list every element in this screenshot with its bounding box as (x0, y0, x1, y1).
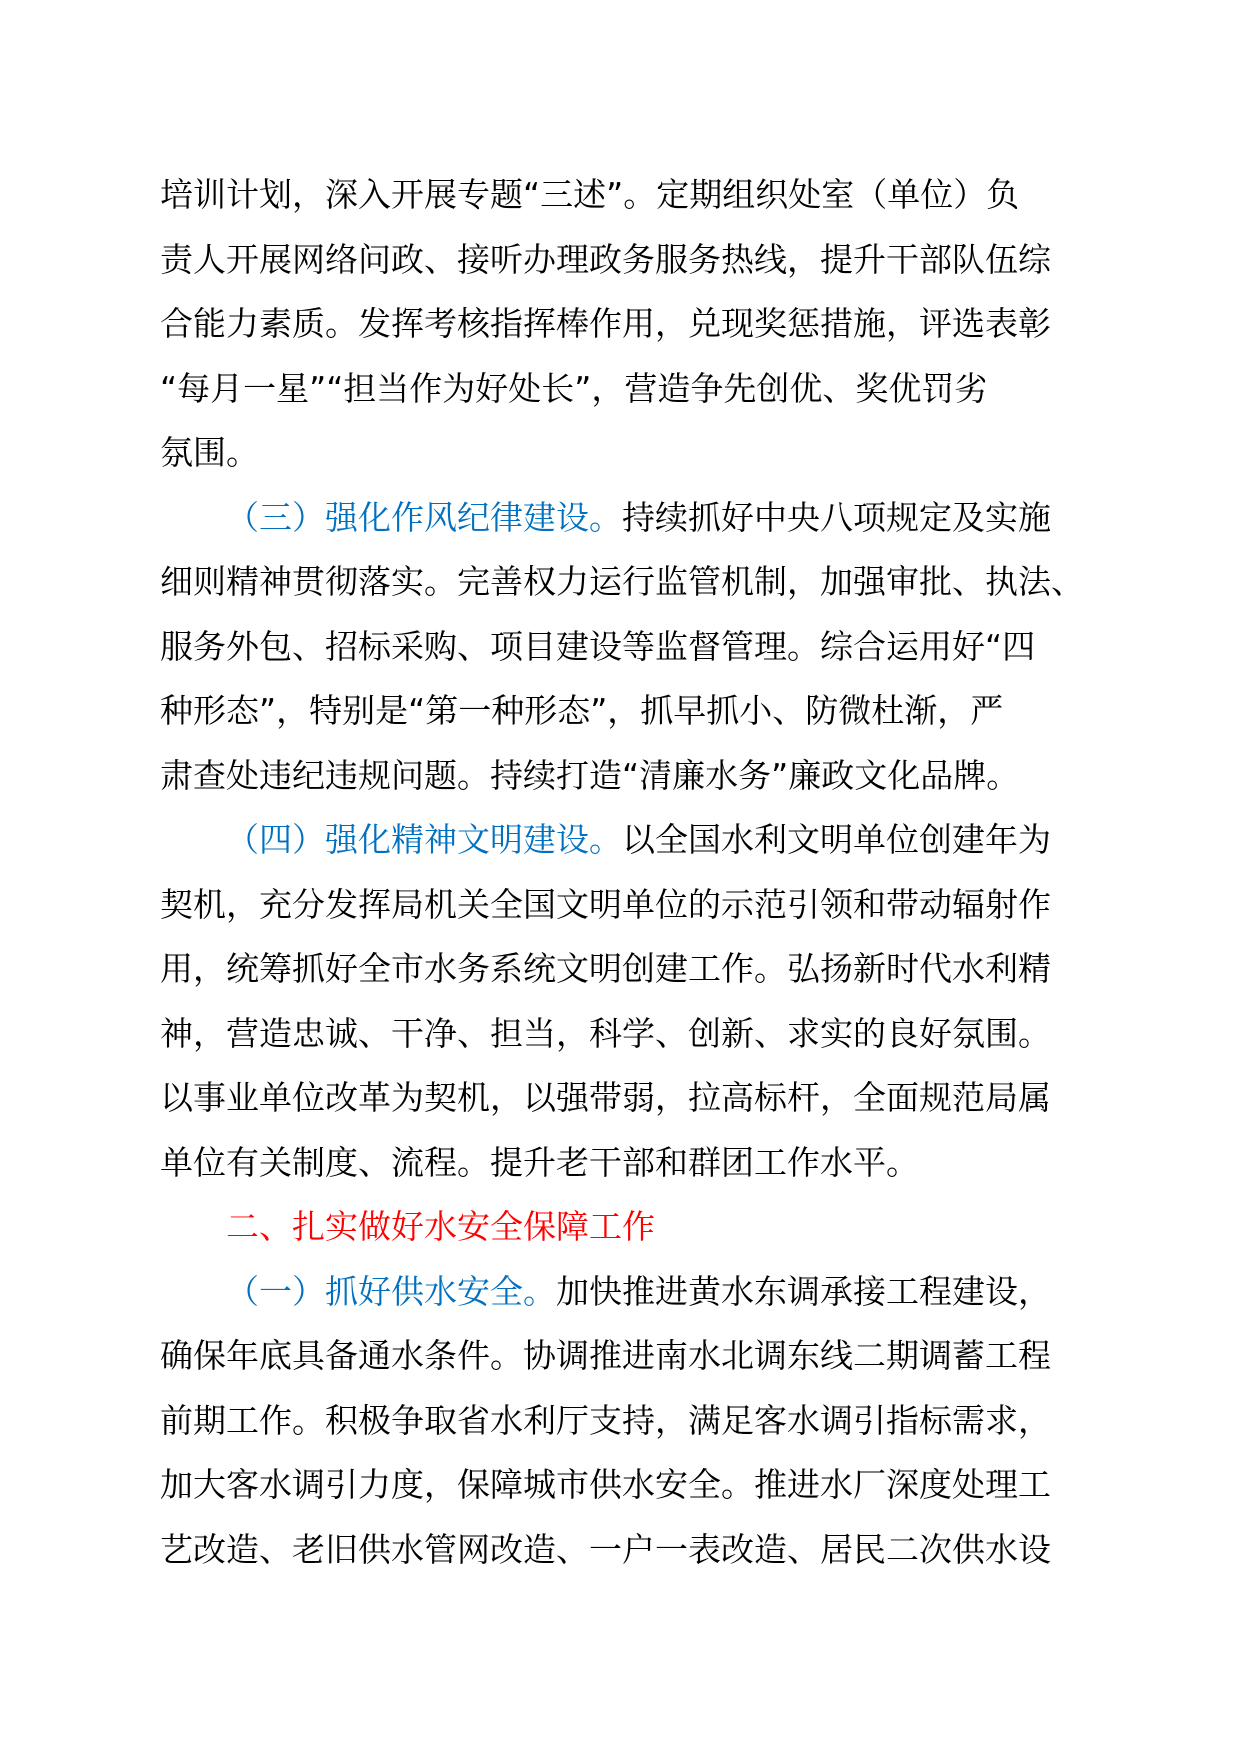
text-line: 培训计划，深入开展专题“三述”。定期组织处室（单位）负 (160, 175, 1020, 214)
text-line: 肃查处违纪违规问题。持续打造“清廉水务”廉政文化品牌。 (160, 755, 1020, 795)
text-line: 服务外包、招标采购、项目建设等监督管理。综合运用好“四 (160, 626, 1036, 666)
text-line (160, 808, 1080, 873)
text-line: 责人开展网络问政、接听办理政务服务热线，提升干部队伍综 (160, 239, 1051, 279)
section-heading-water-security: 二、扎实做好水安全保障工作 (226, 1207, 655, 1246)
text-line: 契机，充分发挥局机关全国文明单位的示范引领和带动辐射作 (160, 884, 1051, 924)
text-line: 加大客水调引力度，保障城市供水安全。推进水厂深度处理工 (160, 1465, 1051, 1504)
text-line: 用，统筹抓好全市水务系统文明创建工作。弘扬新时代水利精 (160, 949, 1051, 988)
text-line: 以事业单位改革为契机，以强带弱，拉高标杆，全面规范局属 (160, 1078, 1051, 1117)
text-line: 单位有关制度、流程。提升老干部和群团工作水平。 (160, 1142, 919, 1182)
paragraph-discipline (160, 486, 1084, 809)
text-line: 艺改造、老旧供水管网改造、一户一表改造、居民二次供水设 (160, 1529, 1051, 1569)
paragraph-water-supply (160, 1260, 1080, 1583)
subheading-civilization: （四）强化精神文明建设。 (226, 820, 622, 859)
text-line: 合能力素质。发挥考核指挥棒作用，兑现奖惩措施，评选表彰 (160, 304, 1051, 343)
text-line: 神，营造忠诚、干净、担当，科学、创新、求实的良好氛围。 (160, 1013, 1051, 1053)
text-run: 加快推进黄水东调承接工程建设， (556, 1271, 1051, 1311)
text-line: 细则精神贯彻落实。完善权力运行监管机制，加强审批、执法、 (160, 562, 1084, 601)
paragraph-training-plan (160, 163, 1080, 486)
subheading-water-supply: （一）抓好供水安全。 (226, 1271, 556, 1311)
text-line: “每月一星”“担当作为好处长”，营造争先创优、奖优罚劣 (160, 368, 988, 408)
text-line: 种形态”，特别是“第一种形态”，抓早抓小、防微杜渐，严 (160, 691, 1004, 730)
subheading-discipline: （三）强化作风纪律建设。 (226, 497, 622, 537)
text-line: 确保年底具备通水条件。协调推进南水北调东线二期调蓄工程 (160, 1336, 1051, 1375)
text-line (160, 486, 1080, 551)
text-run: 持续抓好中央八项规定及实施 (622, 497, 1051, 537)
text-line: 氛围。 (160, 433, 259, 472)
document-body (160, 163, 1084, 1582)
paragraph-civilization (160, 808, 1080, 1195)
text-line: 前期工作。积极争取省水利厅支持，满足客水调引指标需求， (160, 1400, 1051, 1440)
text-run: 以全国水利文明单位创建年为 (622, 820, 1051, 859)
text-line (160, 1260, 1080, 1325)
